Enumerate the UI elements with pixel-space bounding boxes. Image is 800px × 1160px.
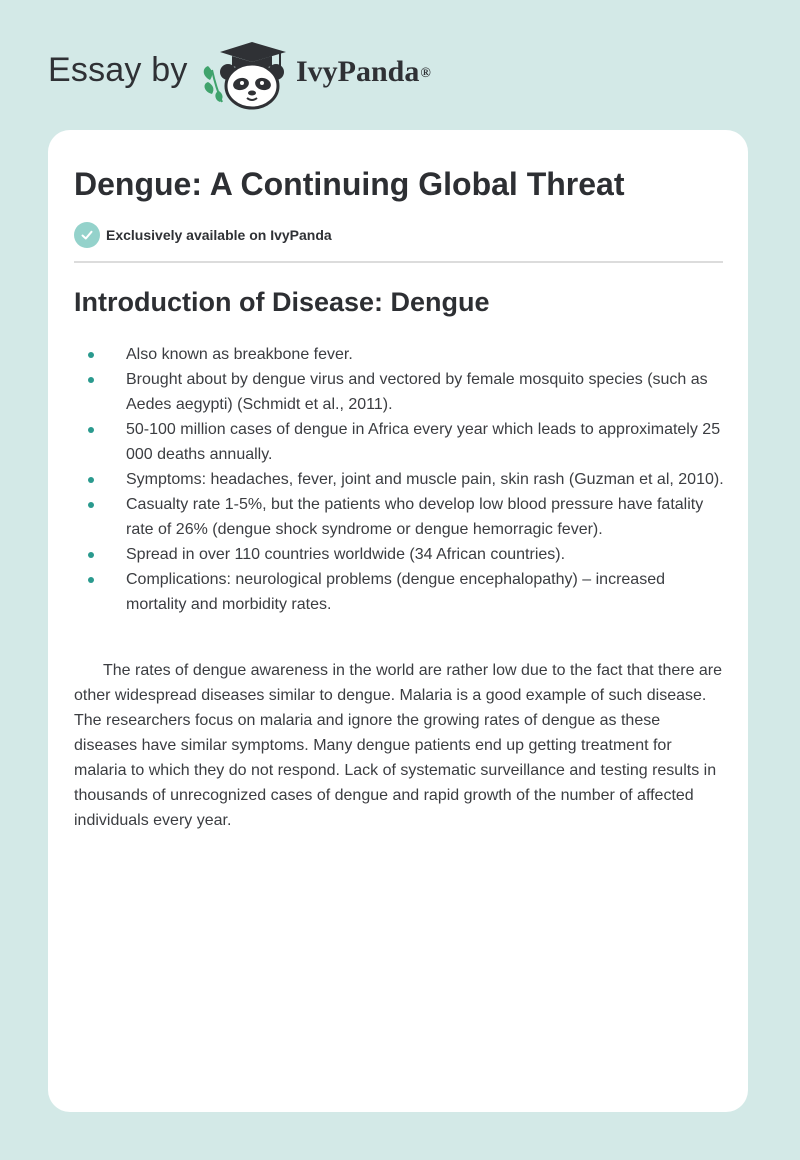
essay-card xyxy=(48,130,748,1112)
list-item-text: Brought about by dengue virus and vectored by female mosquito species (such as Aedes aegypti) (Schmidt et al., 2011). xyxy=(126,371,708,413)
page-title: Dengue: A Continuing Global Threat xyxy=(74,166,625,202)
list-item-text: Spread in over 110 countries worldwide (34 African countries). xyxy=(126,546,566,563)
list-item xyxy=(74,567,724,617)
list-item-text: 50-100 million cases of dengue in Africa every year which leads to approximately 25 000 deaths annually. xyxy=(126,421,721,463)
site-header xyxy=(0,0,800,130)
bullet-dot-icon xyxy=(88,502,94,508)
brand-name[interactable] xyxy=(296,54,431,90)
body-paragraph: The rates of dengue awareness in the world are rather low due to the fact that there are other widespread diseases similar to dengue. Malaria is a good example of such disease. The researchers focus on malaria and ignore the growing rates of dengue as these diseases have similar symptoms. Many dengue patients end up getting treatment for malaria to which they do not respond. Lack of systematic surveillance and testing results in thousands of unrecognized cases of dengue and rapid growth of the number of affected individuals every year. xyxy=(74,662,723,829)
list-item xyxy=(74,467,724,492)
section-heading: Introduction of Disease: Dengue xyxy=(74,287,490,317)
list-item xyxy=(74,492,724,542)
bullet-dot-icon xyxy=(88,427,94,433)
divider xyxy=(74,261,723,263)
list-item xyxy=(74,342,724,367)
bullet-dot-icon xyxy=(88,577,94,583)
list-item-text: Symptoms: headaches, fever, joint and muscle pain, skin rash (Guzman et al, 2010). xyxy=(126,471,724,488)
list-item-text: Also known as breakbone fever. xyxy=(126,346,353,363)
bullet-dot-icon xyxy=(88,377,94,383)
list-item xyxy=(74,367,724,417)
list-item xyxy=(74,542,724,567)
bullet-list xyxy=(74,342,724,617)
bullet-dot-icon xyxy=(88,352,94,358)
list-item xyxy=(74,417,724,467)
exclusive-badge xyxy=(74,222,332,248)
registered-mark: ® xyxy=(420,66,431,81)
list-item-text: Casualty rate 1-5%, but the patients who develop low blood pressure have fatality rate of 26% (dengue shock syndrome or dengue hemorragic fever). xyxy=(126,496,704,538)
panda-graduate-icon[interactable] xyxy=(200,36,292,112)
list-item-text: Complications: neurological problems (dengue encephalopathy) – increased mortality and morbidity rates. xyxy=(126,571,665,613)
check-icon xyxy=(74,222,100,248)
exclusive-label: Exclusively available on IvyPanda xyxy=(106,227,332,243)
bullet-dot-icon xyxy=(88,477,94,483)
brand-text: IvyPanda xyxy=(296,55,420,88)
essay-by-label: Essay by xyxy=(48,51,188,89)
bullet-dot-icon xyxy=(88,552,94,558)
